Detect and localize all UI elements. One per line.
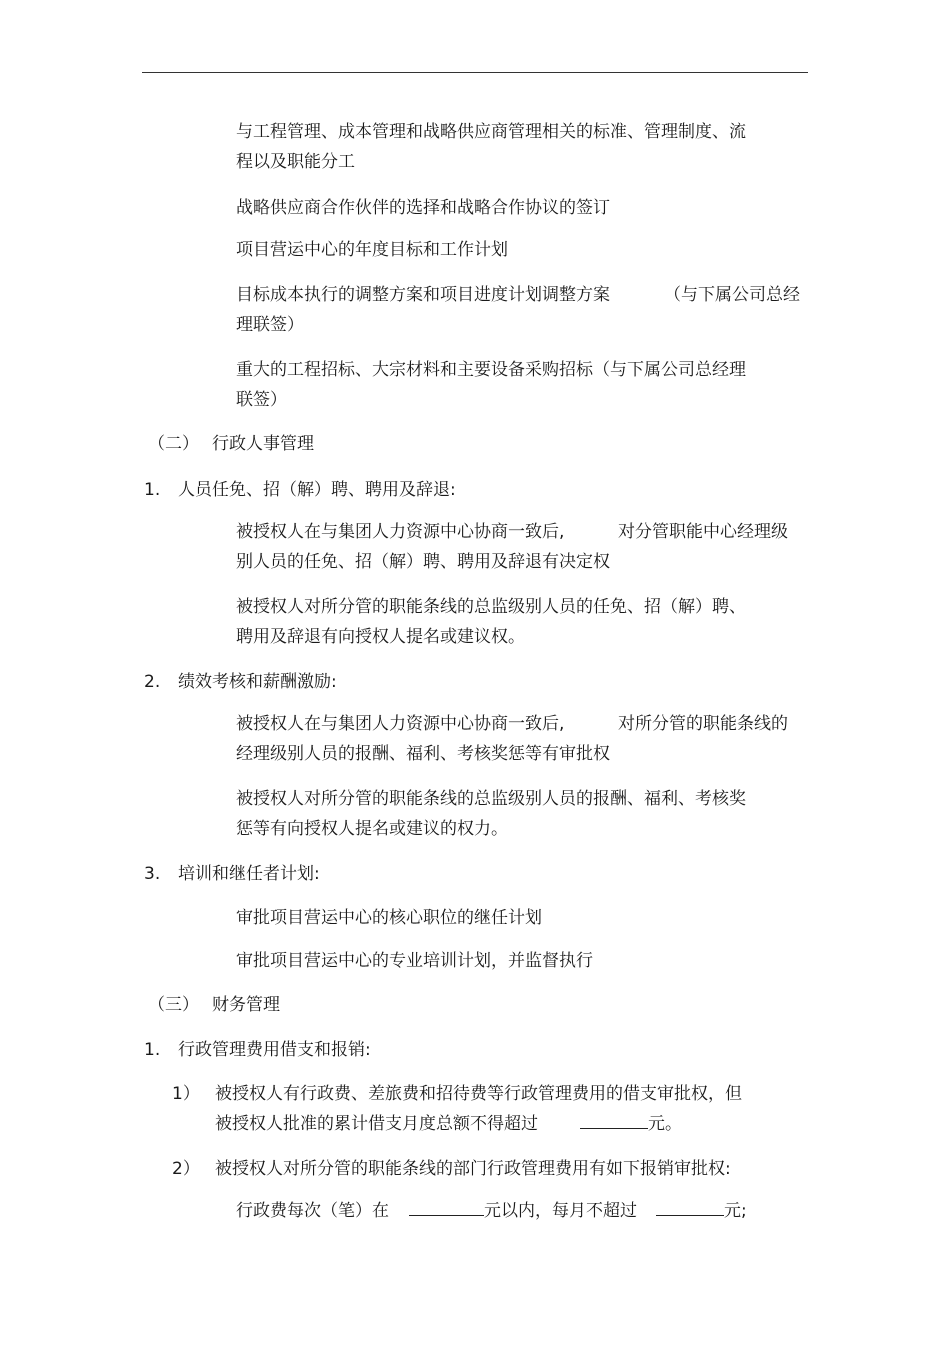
sub-item-number: 2） <box>172 1159 200 1179</box>
item-number: 1. <box>144 1040 161 1060</box>
item-line: （与下属公司总经 <box>664 285 800 305</box>
paragraph-line: 元。 <box>648 1114 682 1134</box>
paragraph-line: 审批项目营运中心的核心职位的继任计划 <box>236 908 542 928</box>
item-line: 重大的工程招标、大宗材料和主要设备采购招标（与下属公司总经理 <box>236 360 746 380</box>
item-title: 培训和继任者计划: <box>178 864 320 884</box>
item-line: 联签） <box>236 390 287 410</box>
paragraph-line: 元; <box>724 1201 747 1221</box>
paragraph-line: 被授权人有行政费、差旅费和招待费等行政管理费用的借支审批权，但 <box>215 1084 742 1104</box>
paragraph-line: 元以内，每月不超过 <box>484 1201 637 1221</box>
sub-item-number: 1） <box>172 1084 200 1104</box>
paragraph-line: 被授权人对所分管的职能条线的总监级别人员的报酬、福利、考核奖 <box>236 789 746 809</box>
paragraph-line: 被授权人对所分管的职能条线的总监级别人员的任免、招（解）聘、 <box>236 597 746 617</box>
item-line: 目标成本执行的调整方案和项目进度计划调整方案 <box>236 285 610 305</box>
item-line: 程以及职能分工 <box>236 152 355 172</box>
paragraph-line: 惩等有向授权人提名或建议的权力。 <box>236 819 508 839</box>
paragraph-line: 行政费每次（笔）在 <box>236 1201 389 1221</box>
item-title: 行政管理费用借支和报销: <box>178 1040 371 1060</box>
section-title: 财务管理 <box>212 995 280 1015</box>
paragraph-line: 被授权人在与集团人力资源中心协商一致后, <box>236 522 565 542</box>
item-line: 理联签） <box>236 315 304 335</box>
section-title: 行政人事管理 <box>212 434 314 454</box>
paragraph-line: 聘用及辞退有向授权人提名或建议权。 <box>236 627 525 647</box>
item-title: 绩效考核和薪酬激励: <box>178 672 337 692</box>
paragraph-line: 审批项目营运中心的专业培训计划，并监督执行 <box>236 951 593 971</box>
paragraph-line: 对分管职能中心经理级 <box>618 522 788 542</box>
paragraph-line: 被授权人对所分管的职能条线的部门行政管理费用有如下报销审批权: <box>215 1159 731 1179</box>
paragraph-line: 别人员的任免、招（解）聘、聘用及辞退有决定权 <box>236 552 610 572</box>
item-line: 战略供应商合作伙伴的选择和战略合作协议的签订 <box>236 198 610 218</box>
paragraph-line: 对所分管的职能条线的 <box>618 714 788 734</box>
blank-field <box>580 1114 648 1134</box>
item-number: 1. <box>144 480 161 500</box>
section-number: （二） <box>148 434 199 454</box>
item-title: 人员任免、招（解）聘、聘用及辞退: <box>178 480 456 500</box>
paragraph-line: 被授权人批准的累计借支月度总额不得超过 <box>215 1114 538 1134</box>
section-number: （三） <box>148 995 199 1015</box>
item-number: 3. <box>144 864 161 884</box>
header-rule <box>142 72 808 73</box>
item-number: 2. <box>144 672 161 692</box>
blank-field <box>409 1201 484 1221</box>
blank-field <box>656 1201 724 1221</box>
item-line: 项目营运中心的年度目标和工作计划 <box>236 240 508 260</box>
item-line: 与工程管理、成本管理和战略供应商管理相关的标准、管理制度、流 <box>236 122 746 142</box>
paragraph-line: 经理级别人员的报酬、福利、考核奖惩等有审批权 <box>236 744 610 764</box>
paragraph-line: 被授权人在与集团人力资源中心协商一致后, <box>236 714 565 734</box>
